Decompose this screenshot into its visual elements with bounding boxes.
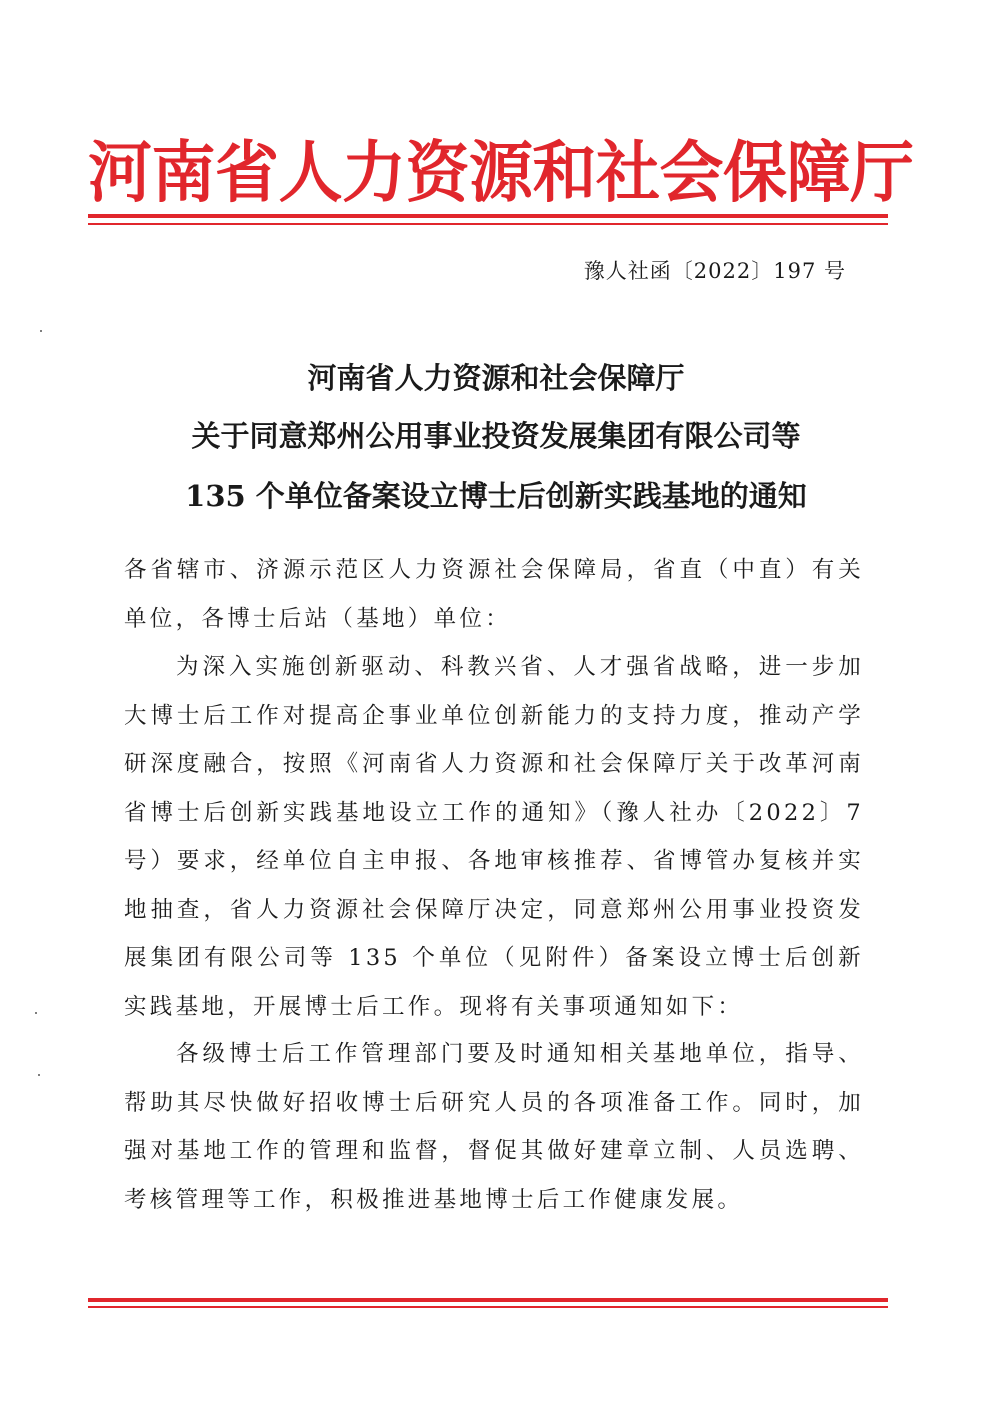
letterhead-organization: 河南省人力资源和社会保障厅 <box>88 135 914 213</box>
scan-speck <box>38 1074 40 1076</box>
letterhead-rule-thick <box>88 214 888 218</box>
letterhead-rule-thin <box>88 223 888 225</box>
scan-speck <box>35 1012 37 1014</box>
body-paragraph-1: 为深入实施创新驱动、科教兴省、人才强省战略，进一步加大博士后工作对提高企事业单位创新能力的支持力度，推动产学研深度融合，按照《河南省人力资源和社会保障厅关于改革河南省博士后创新实践基地设立工作的通知》（豫人社办〔2022〕7 号）要求，经单位自主申报、各地审核推荐、省博管办复核并实地抽查，省人力资源社会保障厅决定，同意郑州公用事业投资发展集团有限公司等 135 个单位（见附件）备案设立博士后创新实践基地，开展博士后工作。现将有关事项通知如下： <box>124 654 864 1020</box>
document-title-line-1: 河南省人力资源和社会保障厅 <box>307 361 685 395</box>
addressee: 各省辖市、济源示范区人力资源社会保障局，省直（中直）有关单位，各博士后站（基地）单位： <box>124 557 864 632</box>
body-paragraph-2: 各级博士后工作管理部门要及时通知相关基地单位，指导、帮助其尽快做好招收博士后研究人员的各项准备工作。同时，加强对基地工作的管理和监督，督促其做好建章立制、人员选聘、考核管理等工作，积极推进基地博士后工作健康发展。 <box>124 1041 864 1213</box>
document-title-line-3: 135 个单位备案设立博士后创新实践基地的通知 <box>185 479 807 513</box>
footer-rule-thin <box>88 1306 888 1308</box>
footer-rule-thick <box>88 1298 888 1302</box>
document-number: 豫人社函〔2022〕197 号 <box>583 259 846 283</box>
document-title-line-2: 关于同意郑州公用事业投资发展集团有限公司等 <box>191 419 801 453</box>
scan-speck <box>40 330 42 332</box>
